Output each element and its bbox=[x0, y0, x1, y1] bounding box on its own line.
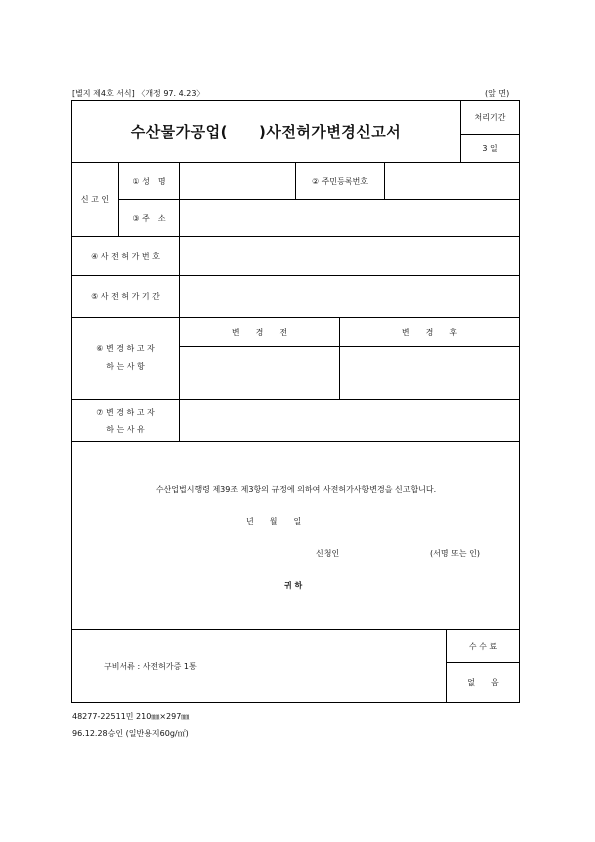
address-label: ③ 주 소 bbox=[132, 213, 166, 223]
change-items-label-line1: ⑥ 변 경 하 고 자 bbox=[96, 344, 155, 353]
permit-period-field[interactable] bbox=[180, 276, 519, 317]
resident-number-label: ② 주민등록번호 bbox=[311, 176, 369, 186]
name-field[interactable] bbox=[180, 163, 294, 199]
form-title: 수산물가공업( )사전허가변경신고서 bbox=[130, 123, 402, 141]
applicant-signature-label: 신청인 bbox=[316, 549, 340, 558]
change-reason-field[interactable] bbox=[180, 400, 519, 441]
signature-note: (서명 또는 인) bbox=[430, 549, 480, 558]
permit-number-label: ④ 사 전 허 가 번 호 bbox=[91, 251, 160, 261]
required-documents: 구비서류 : 사전허가증 1통 bbox=[104, 662, 197, 671]
change-reason-label-line1: ⑦ 변 경 하 고 자 bbox=[96, 408, 155, 417]
footer-approval: 96.12.28승인 (일반용지60g/㎡) bbox=[72, 729, 189, 738]
fee-value: 없 음 bbox=[467, 678, 499, 687]
applicant-label: 신 고 인 bbox=[80, 195, 110, 204]
processing-period-label: 처리기간 bbox=[474, 112, 506, 122]
change-items-label-line2: 하 는 사 항 bbox=[106, 362, 145, 371]
footer-form-code: 48277-22511민 210㎜×297㎜ bbox=[72, 712, 190, 721]
before-change-field[interactable] bbox=[180, 347, 339, 398]
change-reason-label-line2: 하 는 사 유 bbox=[106, 425, 145, 434]
processing-period-value: 3 일 bbox=[482, 143, 498, 153]
declaration-statement: 수산업법시행령 제39조 제3항의 규정에 의하여 사전허가사항변경을 신고합니다. bbox=[155, 485, 437, 494]
form-reference: [별지 제4호 서식] 〈개정 97. 4.23〉 bbox=[72, 89, 205, 98]
addressee: 귀 하 bbox=[284, 581, 303, 590]
after-change-field[interactable] bbox=[340, 347, 519, 398]
fee-label: 수 수 료 bbox=[468, 641, 498, 651]
before-change-header: 변 경 전 bbox=[231, 327, 288, 337]
date-line: 년 월 일 bbox=[246, 517, 302, 526]
address-field[interactable] bbox=[180, 200, 519, 236]
resident-number-field[interactable] bbox=[385, 163, 519, 199]
permit-period-label: ⑤ 사 전 허 가 기 간 bbox=[91, 292, 160, 301]
signature-field[interactable] bbox=[350, 544, 426, 560]
after-change-header: 변 경 후 bbox=[401, 327, 458, 337]
page-side-label: (앞 면) bbox=[485, 89, 510, 98]
permit-number-field[interactable] bbox=[180, 237, 519, 275]
name-label: ① 성 명 bbox=[132, 176, 166, 186]
